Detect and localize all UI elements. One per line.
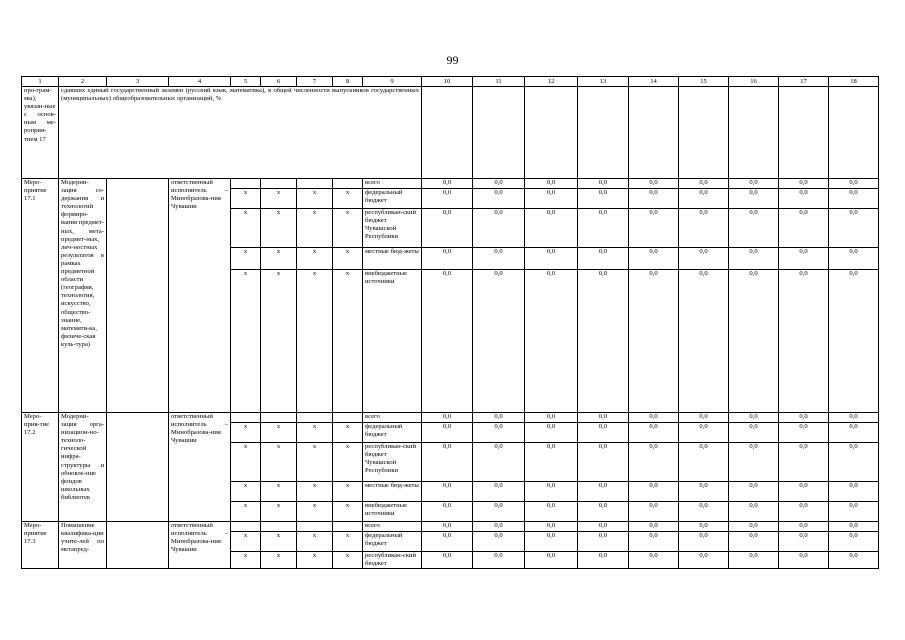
value-cell: 0,0 [422,552,473,569]
value-cell: 0,0 [729,209,779,248]
funding-source: федеральный бюджет [363,423,422,443]
value-cell: 0,0 [578,443,629,482]
value-cell: 0,0 [629,532,679,552]
value-cell: 0,0 [629,209,679,248]
value-cell: 0,0 [629,413,679,423]
value-cell: 0,0 [473,522,525,532]
funding-source: федеральный бюджет [363,532,422,552]
value-cell: 0,0 [629,443,679,482]
value-cell: 0,0 [679,270,729,413]
value-cell: 0,0 [729,248,779,270]
value-cell: 0,0 [525,522,578,532]
budget-code-cell: х [231,482,261,502]
budget-code-cell [333,522,363,532]
budget-code-cell: х [333,270,363,413]
column-number: 14 [629,77,679,87]
value-cell: 0,0 [779,502,829,522]
measure-row [22,522,879,532]
value-cell: 0,0 [629,502,679,522]
value-cell: 0,0 [422,482,473,502]
value-cell: 0,0 [473,179,525,189]
column-number: 15 [679,77,729,87]
column-number: 5 [231,77,261,87]
column-number-row [22,77,879,87]
budget-code-cell [261,522,297,532]
value-cell: 0,0 [729,532,779,552]
value-cell: 0,0 [578,413,629,423]
value-cell: 0,0 [629,552,679,569]
column-number: 12 [525,77,578,87]
budget-code-cell: х [231,423,261,443]
budget-code-cell: х [333,482,363,502]
value-cell: 0,0 [729,502,779,522]
budget-code-cell: х [231,270,261,413]
budget-code-cell [297,522,333,532]
value-cell: 0,0 [422,413,473,423]
value-cell: 0,0 [829,552,879,569]
value-cell: 0,0 [525,552,578,569]
value-cell: 0,0 [679,248,729,270]
responsible-executor: ответственный исполнитель – Минобразова-ния Чувашии [169,179,231,413]
budget-code-cell: х [297,482,333,502]
budget-code-cell: х [333,502,363,522]
value-cell: 0,0 [779,443,829,482]
value-cell: 0,0 [679,189,729,209]
value-cell: 0,0 [422,443,473,482]
budget-code-cell: х [333,209,363,248]
funding-source: республикан-ский бюджет [363,552,422,569]
budget-code-cell: х [261,532,297,552]
value-cell: 0,0 [525,482,578,502]
value-cell: 0,0 [679,502,729,522]
value-cell: 0,0 [629,423,679,443]
value-cell: 0,0 [473,423,525,443]
value-cell: 0,0 [779,189,829,209]
value-cell: 0,0 [629,248,679,270]
value-cell: 0,0 [779,522,829,532]
budget-code-cell: х [261,423,297,443]
value-cell: 0,0 [829,209,879,248]
value-cell: 0,0 [422,270,473,413]
value-cell: 0,0 [473,443,525,482]
budget-code-cell: х [333,552,363,569]
value-cell: 0,0 [578,522,629,532]
budget-code-cell [261,179,297,189]
value-cell: 0,0 [422,522,473,532]
value-cell: 0,0 [679,552,729,569]
measure-description: Модерни-зация орга-низацион-но-техноло-гической инфра-структуры и обновле-ние фондов школьных библиотек [59,413,107,522]
funding-source: республикан-ский бюджет Чувашской Республики [363,443,422,482]
funding-source: всего [363,413,422,423]
value-cell: 0,0 [473,482,525,502]
value-cell: 0,0 [679,413,729,423]
column-number: 7 [297,77,333,87]
empty-cell [107,522,169,569]
column-number: 10 [422,77,473,87]
value-cell: 0,0 [525,189,578,209]
budget-code-cell: х [231,532,261,552]
column-number: 6 [261,77,297,87]
value-cell: 0,0 [578,482,629,502]
budget-code-cell: х [231,443,261,482]
value-cell: 0,0 [679,522,729,532]
intro-row [22,87,879,179]
value-cell: 0,0 [525,270,578,413]
column-number: 16 [729,77,779,87]
budget-code-cell: х [261,189,297,209]
budget-code-cell: х [261,482,297,502]
value-cell: 0,0 [829,522,879,532]
budget-code-cell: х [231,189,261,209]
responsible-executor: ответственный исполнитель – Минобразова-ния Чувашии [169,413,231,522]
value-cell: 0,0 [829,482,879,502]
budget-code-cell: х [231,502,261,522]
funding-source: внебюджетные источники [363,270,422,413]
value-cell: 0,0 [679,532,729,552]
value-cell: 0,0 [829,423,879,443]
value-cell: 0,0 [779,552,829,569]
value-cell: 0,0 [679,482,729,502]
value-cell: 0,0 [525,423,578,443]
value-cell: 0,0 [829,248,879,270]
budget-code-cell: х [231,209,261,248]
value-cell: 0,0 [525,179,578,189]
budget-code-cell: х [261,443,297,482]
value-cell: 0,0 [729,482,779,502]
value-cell: 0,0 [473,189,525,209]
funding-source: внебюджетные источники [363,502,422,522]
value-cell: 0,0 [473,270,525,413]
value-cell: 0,0 [779,248,829,270]
value-cell: 0,0 [829,443,879,482]
column-number: 17 [779,77,829,87]
value-cell: 0,0 [578,248,629,270]
measure-row [22,179,879,189]
value-cell: 0,0 [729,552,779,569]
value-cell: 0,0 [679,179,729,189]
measure-name: Меро-прия-тие 17.2 [22,413,59,522]
value-cell: 0,0 [473,502,525,522]
value-cell: 0,0 [629,270,679,413]
budget-code-cell [297,413,333,423]
value-cell: 0,0 [473,248,525,270]
budget-code-cell: х [261,552,297,569]
budget-code-cell: х [261,209,297,248]
value-cell: 0,0 [729,189,779,209]
budget-code-cell: х [333,423,363,443]
value-cell: 0,0 [679,443,729,482]
value-cell: 0,0 [729,179,779,189]
value-cell: 0,0 [525,532,578,552]
budget-code-cell: х [297,443,333,482]
measure-name: Меро-приятие 17.1 [22,179,59,413]
value-cell: 0,0 [422,189,473,209]
value-cell: 0,0 [779,209,829,248]
responsible-executor: ответственный исполнитель – Минобразова-ния Чувашии [169,522,231,569]
column-number: 2 [59,77,107,87]
budget-code-cell [333,179,363,189]
budget-code-cell: х [231,248,261,270]
value-cell: 0,0 [729,413,779,423]
value-cell: 0,0 [829,189,879,209]
value-cell: 0,0 [578,209,629,248]
value-cell: 0,0 [578,270,629,413]
value-cell: 0,0 [779,413,829,423]
value-cell: 0,0 [525,443,578,482]
value-cell: 0,0 [473,552,525,569]
budget-code-cell: х [261,248,297,270]
measure-description: Повышение квалифика-ции учите-лей по метапред- [59,522,107,569]
value-cell: 0,0 [779,423,829,443]
value-cell: 0,0 [629,482,679,502]
value-cell: 0,0 [525,248,578,270]
value-cell: 0,0 [422,423,473,443]
value-cell: 0,0 [525,502,578,522]
value-cell: 0,0 [829,502,879,522]
budget-code-cell [231,522,261,532]
budget-code-cell [231,413,261,423]
value-cell: 0,0 [779,482,829,502]
value-cell: 0,0 [578,189,629,209]
value-cell: 0,0 [829,413,879,423]
budget-code-cell [297,179,333,189]
indicator-description: сдавших единый государственный экзамен (русский язык, математика), в общей численности выпускников государственных (муниципальных) общеобразовательных организаций, % [59,87,422,179]
budget-code-cell: х [333,532,363,552]
column-number: 1 [22,77,59,87]
column-number: 3 [107,77,169,87]
page-number: 99 [446,53,459,67]
value-cell: 0,0 [525,413,578,423]
measure-row [22,413,879,423]
budget-code-cell: х [261,502,297,522]
value-cell: 0,0 [422,209,473,248]
funding-source: всего [363,522,422,532]
column-number: 18 [829,77,879,87]
budget-code-cell: х [333,189,363,209]
measure-name: Меро-приятие 17.3 [22,522,59,569]
value-cell: 0,0 [729,423,779,443]
value-cell: 0,0 [578,502,629,522]
value-cell: 0,0 [729,443,779,482]
budget-code-cell [261,413,297,423]
value-cell: 0,0 [525,209,578,248]
value-cell: 0,0 [473,209,525,248]
funding-source: всего [363,179,422,189]
program-label: про-грам-мы), увязан-ные с основ-ным ме-роприя-тием 17 [22,87,59,179]
value-cell: 0,0 [473,413,525,423]
value-cell: 0,0 [422,532,473,552]
budget-code-cell: х [297,248,333,270]
column-number: 8 [333,77,363,87]
value-cell: 0,0 [629,522,679,532]
funding-source: республикан-ский бюджет Чувашской Республики [363,209,422,248]
value-cell: 0,0 [473,532,525,552]
value-cell: 0,0 [829,532,879,552]
budget-code-cell: х [297,209,333,248]
budget-code-cell: х [333,443,363,482]
value-cell: 0,0 [578,423,629,443]
column-number: 11 [473,77,525,87]
budget-code-cell [333,413,363,423]
value-cell: 0,0 [829,270,879,413]
value-cell: 0,0 [578,552,629,569]
budget-code-cell: х [297,532,333,552]
value-cell: 0,0 [729,522,779,532]
value-cell: 0,0 [422,179,473,189]
column-number: 4 [169,77,231,87]
funding-source: местные бюд-жеты [363,248,422,270]
budget-code-cell: х [297,502,333,522]
budget-code-cell [231,179,261,189]
budget-code-cell: х [261,270,297,413]
column-number: 9 [363,77,422,87]
column-number: 13 [578,77,629,87]
budget-code-cell: х [297,270,333,413]
value-cell: 0,0 [422,502,473,522]
value-cell: 0,0 [729,270,779,413]
empty-cell [107,413,169,522]
budget-code-cell: х [297,552,333,569]
value-cell: 0,0 [629,189,679,209]
funding-source: местные бюд-жеты [363,482,422,502]
value-cell: 0,0 [829,179,879,189]
value-cell: 0,0 [578,179,629,189]
value-cell: 0,0 [679,423,729,443]
budget-table [21,76,879,569]
empty-cell [107,179,169,413]
value-cell: 0,0 [679,209,729,248]
value-cell: 0,0 [422,248,473,270]
budget-code-cell: х [297,189,333,209]
value-cell: 0,0 [779,179,829,189]
budget-code-cell: х [297,423,333,443]
budget-code-cell: х [231,552,261,569]
budget-code-cell: х [333,248,363,270]
value-cell: 0,0 [629,179,679,189]
value-cell: 0,0 [779,532,829,552]
measure-description: Модерни-зация со-держания и технологий формиро-вания предмет-ных, мета-предмет-ных, лич-ностных результатов в рамках предметной области (география, технология, искусство, общество-знание, математи-ка, физиче-ская куль-тура) [59,179,107,413]
value-cell: 0,0 [779,270,829,413]
funding-source: федеральный бюджет [363,189,422,209]
value-cell: 0,0 [578,532,629,552]
